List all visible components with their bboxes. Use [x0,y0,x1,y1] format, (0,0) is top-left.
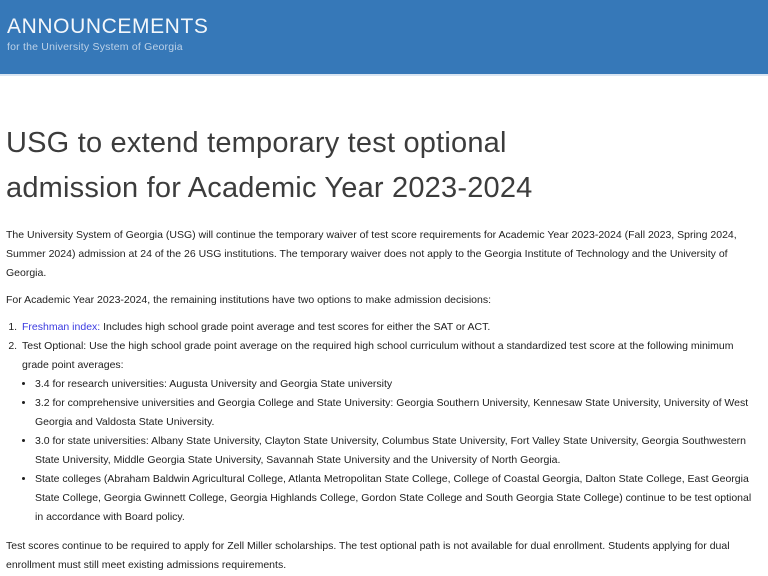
admission-options-list [6,318,758,527]
announcement-article [0,121,768,575]
option-test-optional [20,337,758,527]
gpa-item-comprehensive: • 3.2 for comprehensive universities and Georgia College and State University: Georgia Southern University, Kennesaw State University, University of West Georgia and Valdosta State University. [35,394,758,432]
intro-paragraph: The University System of Georgia (USG) will continue the temporary waiver of test score requirements for Academic Year 2023-2024 (Fall 2023, Spring 2024, Summer 2024) admission at 24 of the 26 USG institutions. The temporary waiver does not apply to the Georgia Institute of Technology and the University of Georgia. [6,229,737,279]
freshman-index-link[interactable]: Freshman index: [22,321,101,333]
gpa-item-research: • 3.4 for research universities: Augusta University and Georgia State university [35,375,758,394]
gpa-requirements-list [22,375,758,527]
option-freshman-index-text: Includes high school grade point average and test scores for either the SAT or ACT. [100,321,491,333]
page-title: USG to extend temporary test optional admission for Academic Year 2023-2024 [6,127,533,204]
announcements-banner [0,0,768,76]
gpa-item-state-universities: • 3.0 for state universities: Albany State University, Clayton State University, Columbus State University, Fort Valley State University, Georgia Southwestern State University, Middle Georgia State University, Savannah State University and the University of North Georgia. [35,432,758,470]
option-test-optional-text: Test Optional: Use the high school grade point average on the required high school curriculum without a standardized test score at the following minimum grade point averages: [22,340,734,371]
option-freshman-index [20,318,758,337]
options-intro-paragraph: For Academic Year 2023-2024, the remaining institutions have two options to make admission decisions: [6,294,492,306]
banner-subtitle: for the University System of Georgia [7,41,183,53]
gpa-item-state-colleges: • State colleges (Abraham Baldwin Agricultural College, Atlanta Metropolitan State College, College of Coastal Georgia, Dalton State College, East Georgia State College, Georgia Gwinnett College, Georgia Highlands College, Gordon State College and South Georgia State College) continue to be test optional in accordance with Board policy. [35,470,758,527]
closing-paragraph: Test scores continue to be required to apply for Zell Miller scholarships. The test optional path is not available for dual enrollment. Students applying for dual enrollment must still meet existing admissions requirements. [6,540,730,571]
banner-title: ANNOUNCEMENTS [7,15,209,38]
